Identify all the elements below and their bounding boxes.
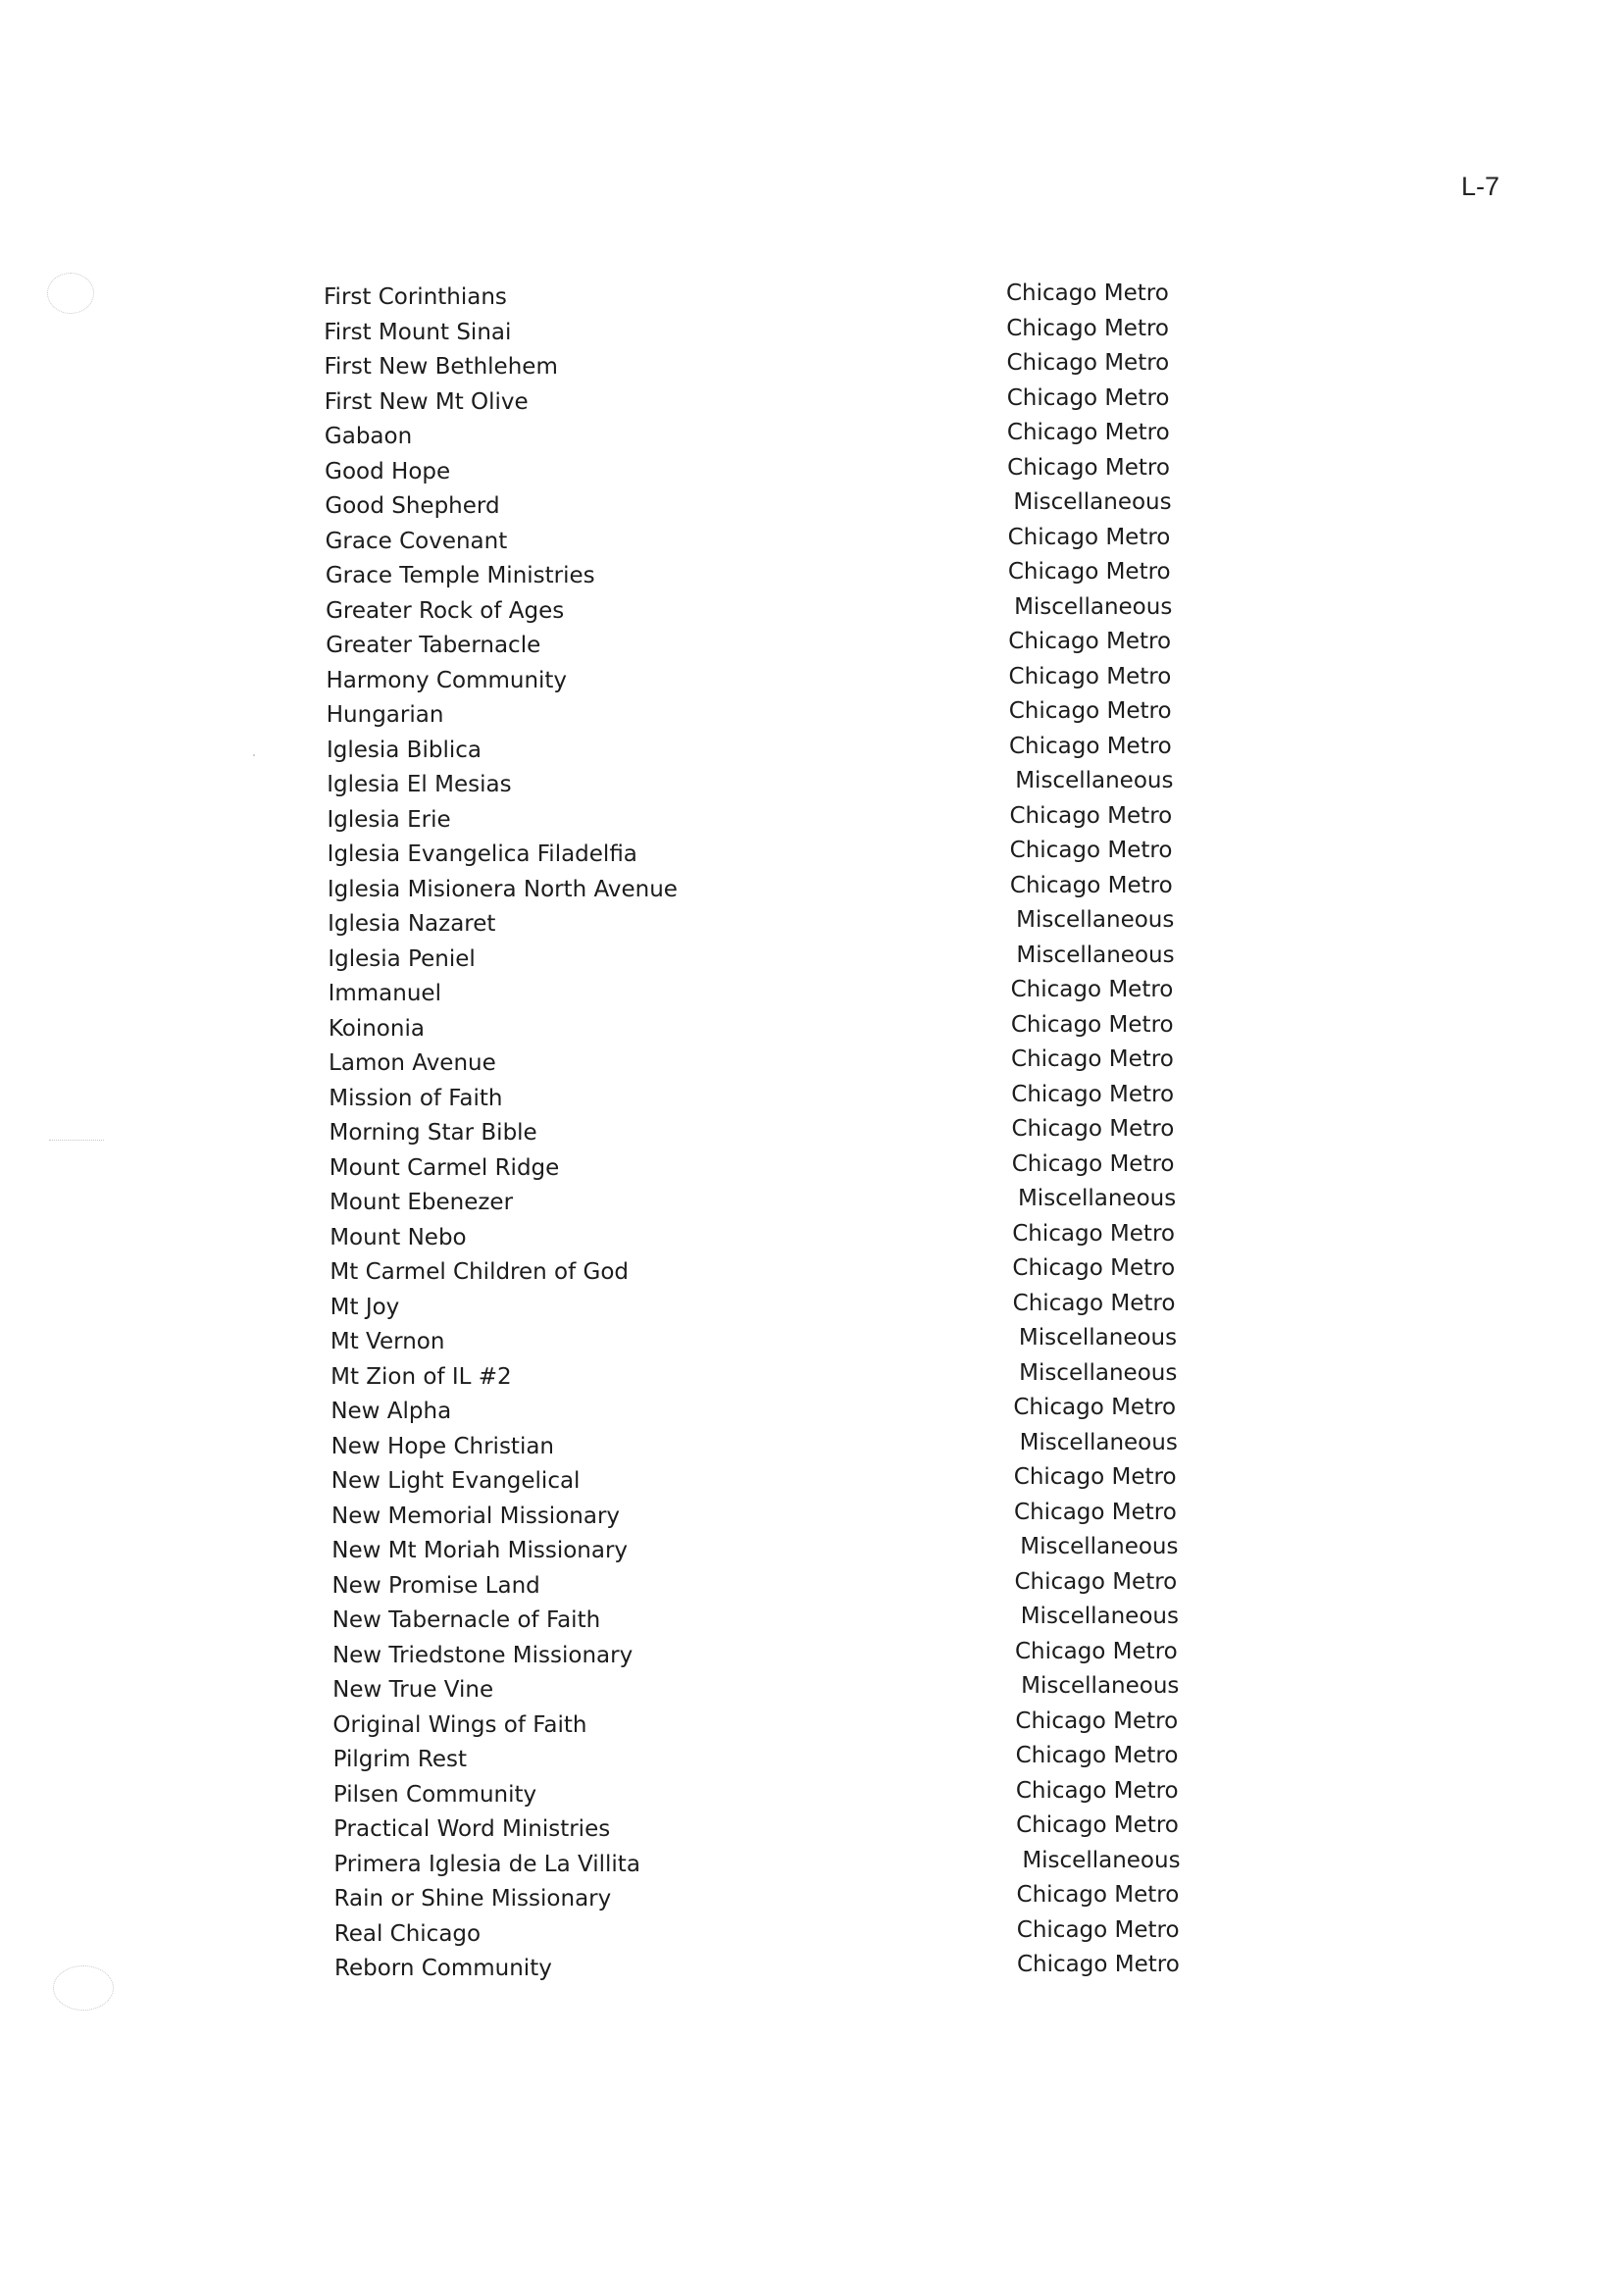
church-name: First Mount Sinai <box>324 319 512 345</box>
list-item <box>0 1773 1624 1809</box>
region-label: Chicago Metro <box>1017 1952 1180 1977</box>
region-label: Miscellaneous <box>1013 489 1172 515</box>
church-name: Iglesia Peniel <box>328 945 476 972</box>
church-name: First New Bethlehem <box>324 354 558 380</box>
list-item <box>0 1877 1624 1912</box>
region-label: Chicago Metro <box>1006 350 1170 376</box>
region-label: Chicago Metro <box>1016 1882 1180 1908</box>
region-label: Miscellaneous <box>1019 1429 1178 1455</box>
list-item <box>0 520 1624 555</box>
church-name: Iglesia El Mesias <box>327 772 512 797</box>
region-label: Chicago Metro <box>1014 1499 1177 1525</box>
region-label: Chicago Metro <box>1008 733 1172 759</box>
church-name: New Triedstone Missionary <box>331 1642 634 1668</box>
region-label: Chicago Metro <box>1015 1777 1179 1804</box>
church-name: Practical Word Ministries <box>333 1816 611 1842</box>
region-label: Chicago Metro <box>1007 524 1171 550</box>
list-item <box>0 1459 1624 1495</box>
list-item <box>0 381 1624 416</box>
list-item <box>0 1495 1624 1530</box>
church-name: Gabaon <box>324 424 413 449</box>
region-label: Chicago Metro <box>1015 1743 1179 1768</box>
church-name: Koinonia <box>328 1015 425 1042</box>
region-label: Chicago Metro <box>1009 838 1173 863</box>
region-label: Chicago Metro <box>1012 1255 1176 1281</box>
list-item <box>0 1077 1624 1112</box>
list-item <box>0 1181 1624 1216</box>
region-label: Chicago Metro <box>1010 977 1174 1002</box>
church-name: Real Chicago <box>333 1920 482 1947</box>
list-item <box>0 938 1624 973</box>
list-item <box>0 1216 1624 1251</box>
region-label: Miscellaneous <box>1016 942 1175 968</box>
region-label: Miscellaneous <box>1021 1673 1180 1699</box>
page-number: L-7 <box>1461 172 1500 201</box>
list-item <box>0 1704 1624 1739</box>
church-name: Mount Ebenezer <box>329 1190 514 1215</box>
region-label: Chicago Metro <box>1011 1150 1175 1177</box>
church-name: Mount Nebo <box>330 1224 467 1250</box>
list-item <box>0 868 1624 903</box>
church-name: Mt Vernon <box>330 1329 445 1354</box>
list-item <box>0 1286 1624 1321</box>
region-label: Miscellaneous <box>1022 1847 1181 1873</box>
list-item <box>0 415 1624 450</box>
church-name: Mt Joy <box>330 1294 400 1320</box>
church-name: Mt Carmel Children of God <box>330 1259 630 1285</box>
church-name: Good Hope <box>325 458 451 484</box>
list-item <box>0 1947 1624 1982</box>
church-name: New Mt Moriah Missionary <box>331 1538 629 1563</box>
region-label: Chicago Metro <box>1009 802 1173 829</box>
church-name: Iglesia Evangelica Filadelfia <box>327 841 637 867</box>
region-label: Miscellaneous <box>1019 1359 1178 1386</box>
list-item <box>0 1320 1624 1355</box>
list-item <box>0 833 1624 868</box>
church-name: Reborn Community <box>334 1956 552 1981</box>
list-item <box>0 624 1624 659</box>
region-label: Chicago Metro <box>1010 1011 1174 1038</box>
church-name: Greater Tabernacle <box>326 633 541 658</box>
church-name: Iglesia Nazaret <box>328 911 496 937</box>
list-item <box>0 1912 1624 1948</box>
church-name: Immanuel <box>328 981 441 1006</box>
church-name: Mission of Faith <box>329 1085 503 1111</box>
region-label: Chicago Metro <box>1011 1081 1175 1107</box>
region-label: Chicago Metro <box>1016 1812 1179 1838</box>
region-label: Chicago Metro <box>1011 1046 1174 1072</box>
region-label: Chicago Metro <box>1007 559 1171 585</box>
region-label: Chicago Metro <box>1008 629 1172 654</box>
region-label: Miscellaneous <box>1020 1604 1179 1629</box>
list-item <box>0 902 1624 938</box>
church-name: Mt Zion of IL #2 <box>330 1363 512 1390</box>
list-item <box>0 345 1624 381</box>
church-name: New Alpha <box>330 1399 452 1424</box>
church-name: Harmony Community <box>326 667 568 693</box>
church-name: Greater Rock of Ages <box>326 597 565 624</box>
list-item <box>0 554 1624 589</box>
region-label: Chicago Metro <box>1016 1916 1180 1943</box>
region-label: Chicago Metro <box>1006 384 1170 411</box>
region-label: Miscellaneous <box>1020 1534 1179 1559</box>
list-item <box>0 1007 1624 1043</box>
region-label: Chicago Metro <box>1006 315 1170 341</box>
church-name: Good Shepherd <box>325 493 500 519</box>
list-item <box>0 1250 1624 1286</box>
list-item <box>0 798 1624 834</box>
region-label: Chicago Metro <box>1011 1116 1175 1142</box>
list-item <box>0 1564 1624 1600</box>
list-item <box>0 659 1624 694</box>
region-label: Chicago Metro <box>1006 420 1170 445</box>
region-label: Miscellaneous <box>1014 593 1173 620</box>
list-item <box>0 972 1624 1007</box>
church-name: Rain or Shine Missionary <box>333 1886 612 1912</box>
list-item <box>0 1529 1624 1564</box>
church-name: Grace Temple Ministries <box>325 563 595 588</box>
church-name: Iglesia Biblica <box>326 737 482 763</box>
list-item <box>0 1634 1624 1669</box>
church-name: Morning Star Bible <box>329 1120 537 1146</box>
list-item <box>0 1843 1624 1878</box>
church-name: Lamon Avenue <box>329 1050 496 1076</box>
church-name: Iglesia Erie <box>327 806 451 833</box>
list-item <box>0 450 1624 485</box>
list-item <box>0 693 1624 729</box>
list-item <box>0 589 1624 625</box>
list-item <box>0 1355 1624 1391</box>
church-name: Pilgrim Rest <box>332 1747 468 1772</box>
region-label: Chicago Metro <box>1015 1708 1179 1734</box>
region-label: Miscellaneous <box>1017 1186 1177 1211</box>
region-label: Chicago Metro <box>1009 872 1173 898</box>
church-name: First New Mt Olive <box>324 388 529 415</box>
region-label: Miscellaneous <box>1018 1325 1178 1351</box>
church-name: New Promise Land <box>331 1572 540 1599</box>
church-name: Pilsen Community <box>332 1781 537 1808</box>
church-name: Primera Iglesia de La Villita <box>333 1851 640 1877</box>
church-name: Original Wings of Faith <box>332 1711 587 1738</box>
list-item <box>0 311 1624 346</box>
church-name: First Corinthians <box>324 284 507 310</box>
list-item <box>0 1808 1624 1843</box>
region-label: Chicago Metro <box>1007 454 1170 481</box>
list-item <box>0 1738 1624 1773</box>
list-item <box>0 763 1624 798</box>
church-name: New Light Evangelical <box>330 1468 581 1494</box>
list-item <box>0 729 1624 764</box>
church-name: Hungarian <box>326 702 444 728</box>
region-label: Chicago Metro <box>1006 280 1169 306</box>
region-label: Chicago Metro <box>1014 1638 1178 1664</box>
region-label: Miscellaneous <box>1015 768 1174 793</box>
list-item <box>0 1390 1624 1425</box>
church-name: Mount Carmel Ridge <box>329 1154 560 1181</box>
list-item <box>0 1042 1624 1077</box>
list-item <box>0 1599 1624 1634</box>
list-item <box>0 276 1624 311</box>
list-item <box>0 484 1624 520</box>
region-label: Chicago Metro <box>1008 698 1172 724</box>
list-item <box>0 1668 1624 1704</box>
list-item <box>0 1111 1624 1147</box>
list-item <box>0 1147 1624 1182</box>
list-item <box>0 1425 1624 1460</box>
region-label: Miscellaneous <box>1016 907 1175 933</box>
region-label: Chicago Metro <box>1012 1290 1176 1316</box>
region-label: Chicago Metro <box>1012 1220 1175 1247</box>
church-name: New Tabernacle of Faith <box>331 1607 601 1633</box>
church-name: New Hope Christian <box>330 1433 555 1459</box>
region-label: Chicago Metro <box>1008 663 1172 689</box>
church-name: New Memorial Missionary <box>331 1503 621 1529</box>
church-name: New True Vine <box>332 1677 494 1703</box>
church-name: Grace Covenant <box>325 528 508 554</box>
region-label: Chicago Metro <box>1013 1464 1177 1490</box>
region-label: Chicago Metro <box>1013 1395 1177 1420</box>
region-label: Chicago Metro <box>1014 1568 1178 1595</box>
church-name: Iglesia Misionera North Avenue <box>327 876 678 902</box>
